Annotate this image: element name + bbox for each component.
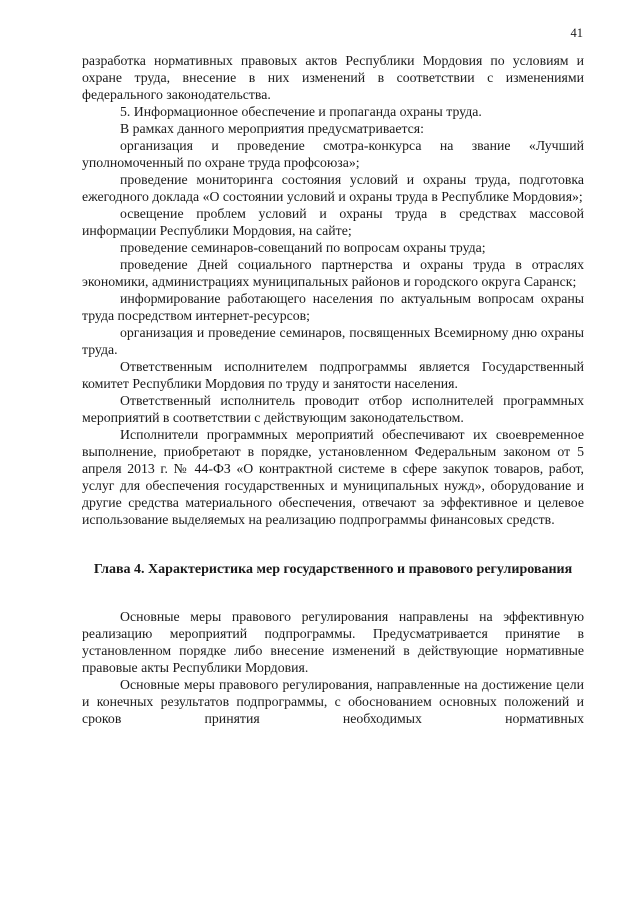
paragraph: Ответственным исполнителем подпрограммы является Государственный комитет Республики Мордовия по труду и занятости населения.: [82, 359, 584, 391]
paragraph: 5. Информационное обеспечение и пропаганда охраны труда.: [120, 104, 482, 119]
list-item: организация и проведение смотра-конкурса на звание «Лучший уполномоченный по охране труда профсоюза»;: [82, 138, 584, 170]
paragraph: Исполнители программных мероприятий обеспечивают их своевременное выполнение, приобретают в порядке, установленном Федеральным законом от 5 апреля 2013 г. № 44-ФЗ «О контрактной системе в сфере закупок товаров, работ, услуг для обеспечения государственных и муниципальных нужд», оборудование и другие средства материального обеспечения, отвечают за эффективное и целевое использование выделяемых на реализацию подпрограммы финансовых средств.: [82, 427, 584, 527]
paragraph: В рамках данного мероприятия предусматривается:: [120, 121, 424, 136]
list-item: проведение мониторинга состояния условий и охраны труда, подготовка ежегодного доклада «О состоянии условий и охраны труда в Республике Мордовия»;: [82, 172, 584, 204]
list-item: проведение семинаров-совещаний по вопросам охраны труда;: [120, 240, 486, 255]
list-item: информирование работающего населения по актуальным вопросам охраны труда посредством интернет-ресурсов;: [82, 291, 584, 323]
page-number: 41: [570, 26, 583, 40]
list-item: проведение Дней социального партнерства и охраны труда в отраслях экономики, администрациях муниципальных районов и городского округа Саранск;: [82, 257, 584, 289]
paragraph: Основные меры правового регулирования направлены на эффективную реализацию мероприятий подпрограммы. Предусматривается принятие в установленном порядке либо внесение изменений в действующие нормативные правовые акты Республики Мордовия.: [82, 609, 584, 675]
paragraph: Ответственный исполнитель проводит отбор исполнителей программных мероприятий в соответствии с действующим законодательством.: [82, 393, 584, 425]
chapter-heading: Глава 4. Характеристика мер государственного и правового регулирования: [93, 562, 573, 577]
document-body: [82, 52, 584, 727]
paragraph: Основные меры правового регулирования, направленные на достижение цели и конечных результатов подпрограммы, с обоснованием основных положений и сроков принятия необходимых нормативных: [82, 677, 584, 726]
list-item: освещение проблем условий и охраны труда в средствах массовой информации Республики Мордовия, на сайте;: [82, 206, 584, 238]
paragraph: разработка нормативных правовых актов Республики Мордовия по условиям и охране труда, внесение в них изменений в соответствии с изменениями федерального законодательства.: [82, 53, 584, 102]
list-item: организация и проведение семинаров, посвященных Всемирному дню охраны труда.: [82, 325, 584, 357]
